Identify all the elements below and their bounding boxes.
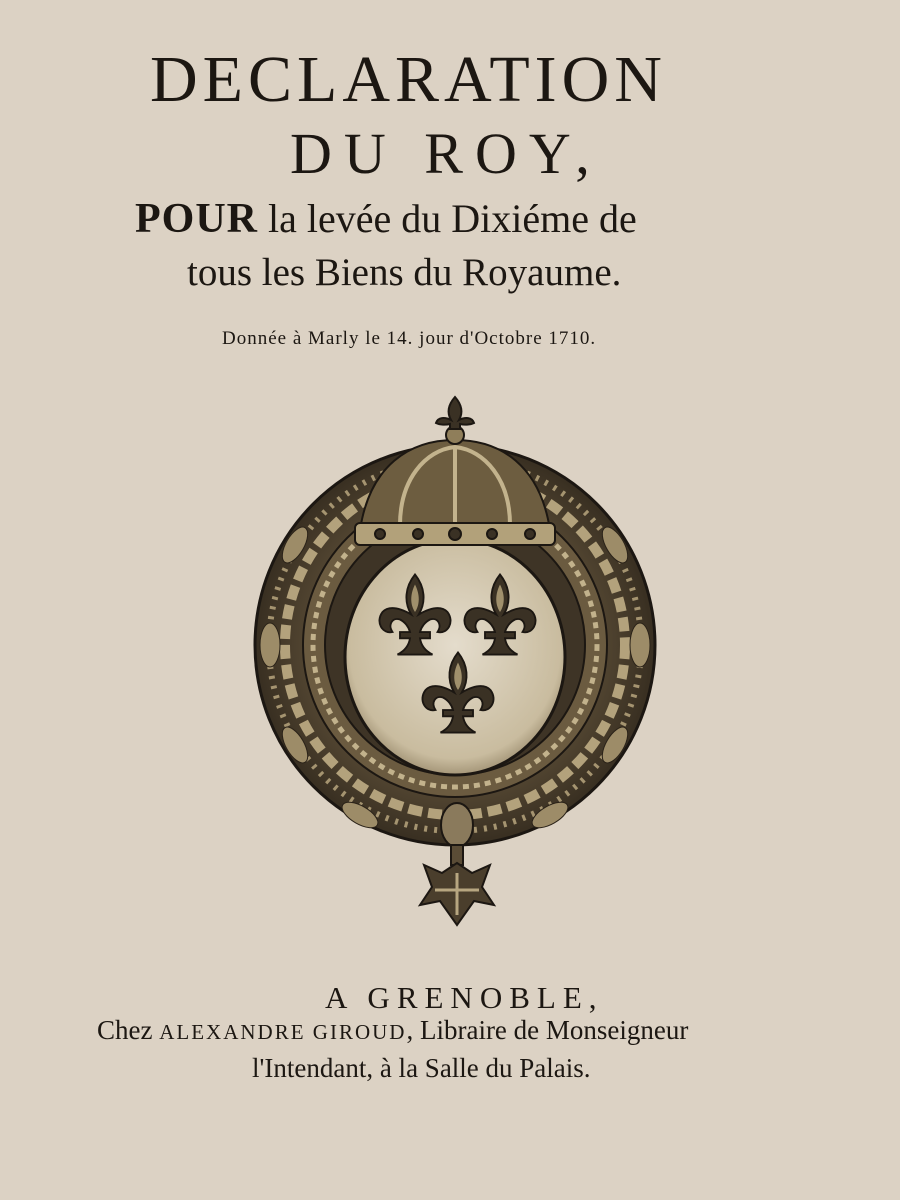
imprint-printer-name: ALEXANDRE GIROUD [159, 1020, 407, 1044]
title-du-roy: DU ROY, [290, 121, 602, 186]
subtitle-line-1 [135, 195, 835, 243]
title-declaration: DECLARATION [150, 43, 667, 116]
imprint-printer-title: , Libraire de Monseigneur [406, 1015, 689, 1045]
royal-coat-of-arms-icon [250, 395, 670, 945]
subtitle-pour: POUR [135, 196, 258, 242]
subtitle-line-2: tous les Biens du Royaume. [187, 251, 622, 294]
imprint-city: A GRENOBLE, [325, 980, 604, 1015]
imprint-printer [97, 1015, 827, 1046]
date-line: Donnée à Marly le 14. jour d'Octobre 1710. [222, 328, 597, 349]
imprint-address: l'Intendant, à la Salle du Palais. [252, 1053, 591, 1083]
imprint-chez: Chez [97, 1015, 160, 1045]
subtitle-rest: la levée du Dixiéme de [258, 196, 637, 241]
